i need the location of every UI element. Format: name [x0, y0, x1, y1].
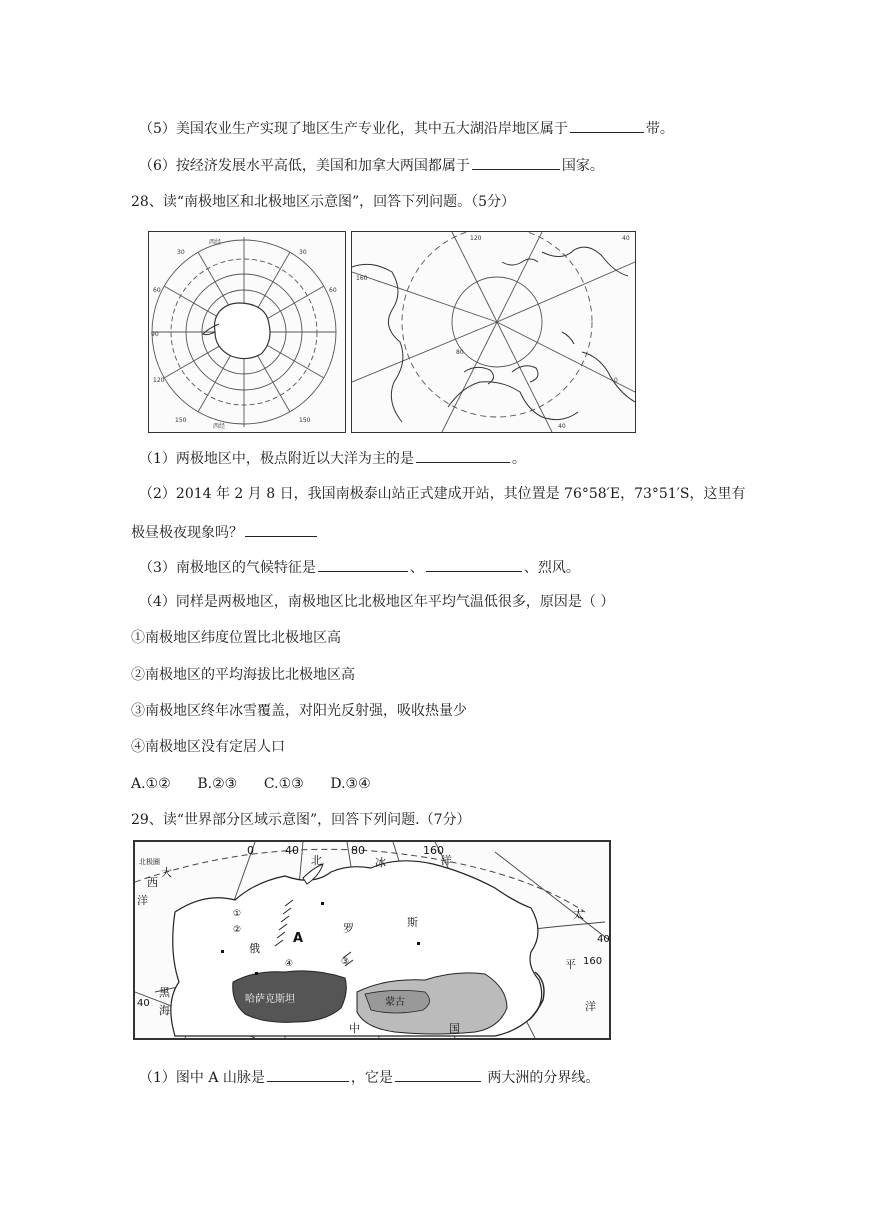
answer-blank[interactable] [472, 155, 560, 170]
map-label: 黑 [159, 986, 170, 999]
map-label-a: A [293, 931, 304, 946]
map-label-mongolia: 蒙古 [385, 997, 405, 1008]
antarctic-label: 120 [153, 377, 165, 384]
map-label: 海 [159, 1004, 170, 1017]
map-label: 80 [351, 844, 365, 857]
map-marker-3: ③ [341, 957, 350, 967]
q28-2b: 极昼极夜现象吗？ [131, 522, 319, 543]
antarctic-label: 150 [175, 417, 187, 424]
antarctic-label: 30 [177, 249, 185, 256]
eurasia-map [133, 840, 611, 1040]
map-label: 冰 [375, 856, 386, 869]
arctic-label: 80 [456, 349, 464, 356]
answer-blank[interactable] [245, 522, 317, 537]
q29-title: 29、读“世界部分区域示意图”，回答下列问题.（7分） [131, 812, 471, 828]
map-marker-4: ④ [285, 959, 294, 969]
map-label-kazakhstan: 哈萨克斯坦 [245, 994, 295, 1005]
answer-blank[interactable] [416, 448, 510, 463]
answer-blank[interactable] [426, 557, 522, 572]
answer-blank[interactable] [318, 557, 408, 572]
answer-blank[interactable] [395, 1067, 481, 1082]
map-label: 罗 [343, 922, 354, 935]
antarctic-label: 西经 [213, 423, 226, 430]
answer-blank[interactable] [267, 1067, 349, 1082]
antarctic-label: 30 [299, 249, 307, 256]
q28-1: （1）两极地区中，极点附近以大洋为主的是 。 [139, 448, 526, 469]
q28-2: （2）2014 年 2 月 8 日，我国南极泰山站正式建成开站，其位置是 76°58′E，73°51′S，这里有 [139, 486, 746, 502]
map-label: 40 [597, 934, 609, 945]
arctic-label: 40 [558, 423, 566, 430]
antarctic-label: 150 [299, 417, 311, 424]
option-1: ①南极地区纬度位置比北极地区高 [131, 630, 341, 646]
q28-4: （4）同样是两极地区，南极地区比北极地区年平均气温低很多，原因是（ ） [139, 594, 615, 610]
map-label: 160 [423, 844, 444, 857]
antarctic-label: 90 [151, 331, 159, 338]
q29-1: （1）图中 A 山脉是 ，它是 两大洲的分界线。 [139, 1067, 599, 1088]
map-label: 中 [349, 1022, 360, 1035]
q27-6: （6）按经济发展水平高低，美国和加拿大两国都属于 国家。 [139, 155, 604, 176]
map-label: 平 [565, 958, 576, 971]
choices: A.①② B.②③ C.①③ D.③④ [131, 776, 371, 792]
arctic-circle-label: 北极圈 [139, 858, 160, 866]
map-label: 大 [161, 866, 172, 879]
q28-title: 28、读“南极地区和北极地区示意图”，回答下列问题。（5分） [131, 194, 516, 210]
antarctic-label: 60 [329, 287, 337, 294]
antarctic-map [148, 231, 346, 433]
antarctic-label: 60 [153, 287, 161, 294]
map-label: 洋 [137, 894, 148, 907]
map-label: 洋 [585, 1000, 596, 1013]
map-marker-2: ② [233, 925, 242, 935]
map-label: 俄 [249, 942, 260, 955]
arctic-label: 40 [622, 235, 630, 242]
map-label: 40 [137, 998, 150, 1009]
map-label: 160 [583, 956, 603, 967]
option-2: ②南极地区的平均海拔比北极地区高 [131, 667, 355, 683]
arctic-label: 0 [614, 377, 618, 384]
q27-5: （5）美国农业生产实现了地区生产专业化，其中五大湖沿岸地区属于 带。 [139, 118, 674, 139]
map-label: 0 [247, 844, 254, 857]
map-label: 太 [573, 908, 584, 921]
arctic-label: 160 [356, 275, 368, 282]
option-4: ④南极地区没有定居人口 [131, 739, 285, 755]
map-label: 斯 [407, 916, 418, 929]
arctic-label: 120 [470, 235, 482, 242]
map-label: 北 [311, 854, 322, 867]
option-3: ③南极地区终年冰雪覆盖，对阳光反射强，吸收热量少 [131, 703, 467, 719]
map-label: 40 [285, 844, 299, 857]
map-label: 西 [147, 876, 158, 889]
map-label: 洋 [441, 854, 452, 867]
map-marker-1: ① [233, 909, 242, 919]
arctic-map [351, 231, 636, 433]
q28-3: （3）南极地区的气候特征是 、 、烈风。 [139, 557, 580, 578]
antarctic-label: 西经 [209, 239, 222, 246]
map-label: 国 [449, 1022, 460, 1035]
answer-blank[interactable] [570, 118, 644, 133]
